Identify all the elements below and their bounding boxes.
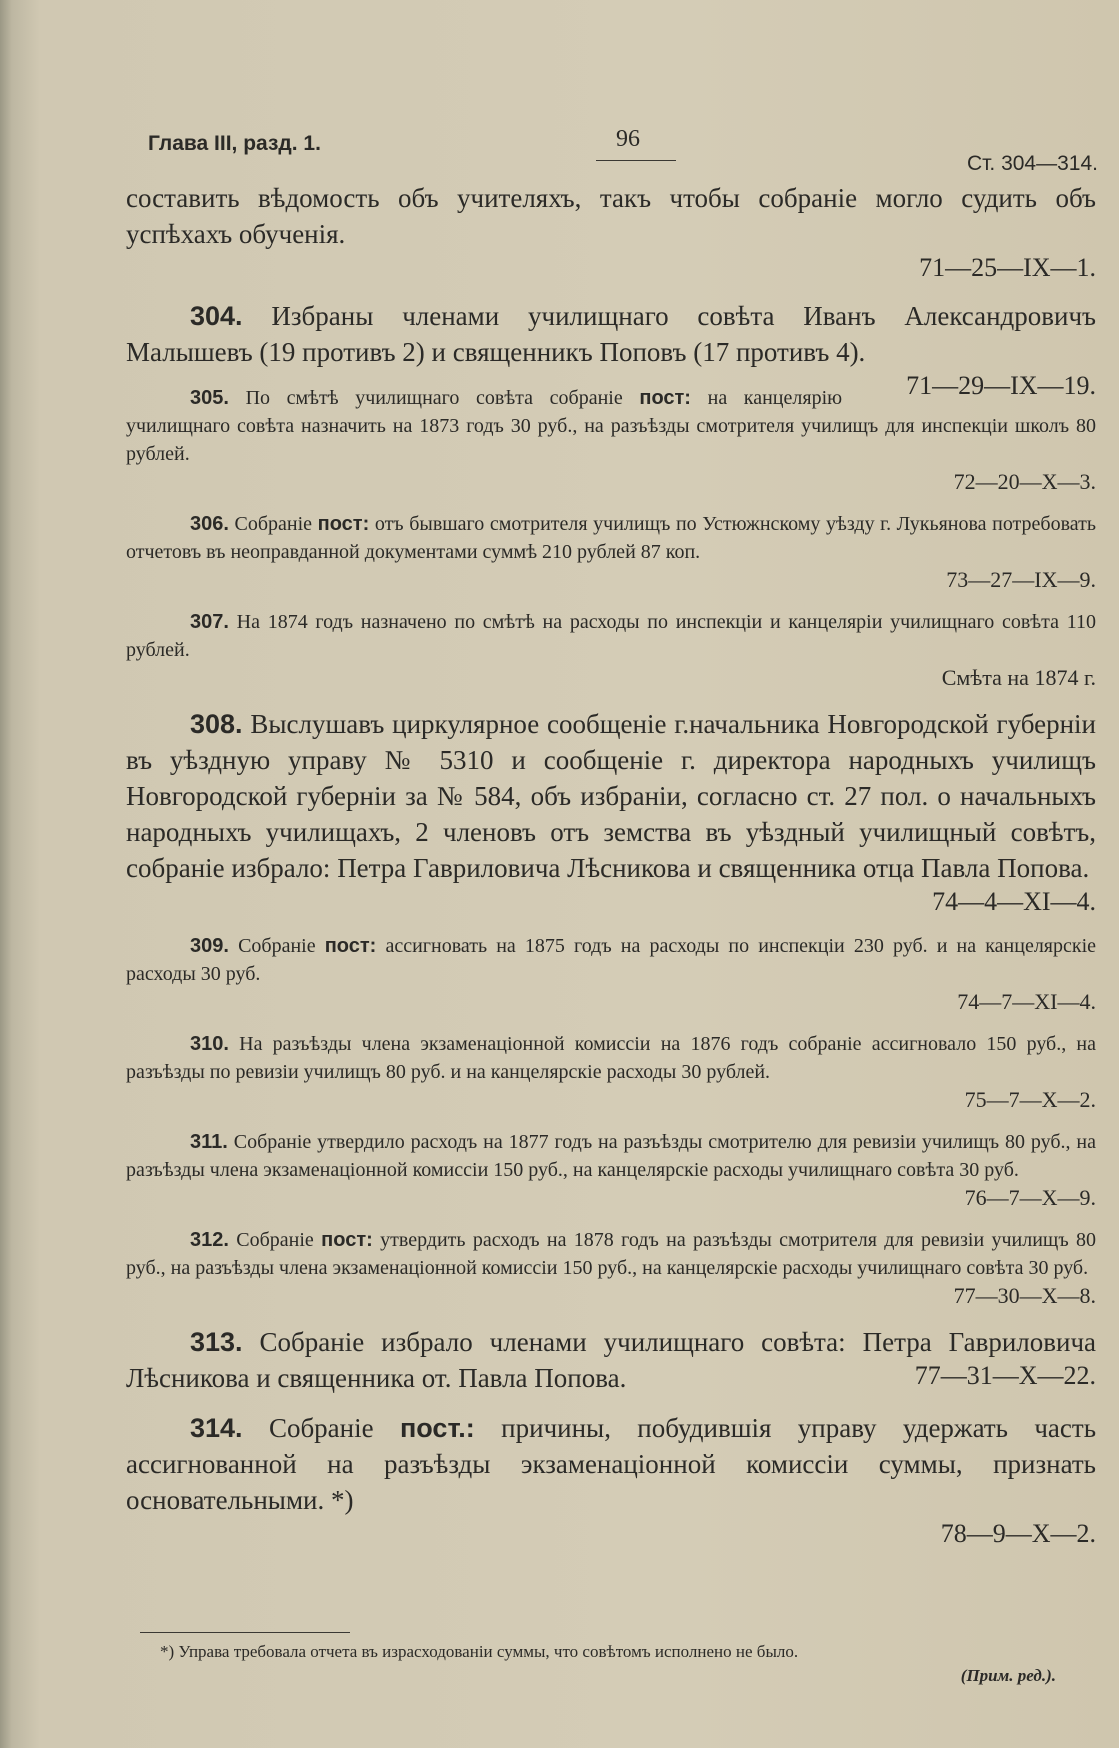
entry-number: 306. <box>190 513 229 535</box>
entry-ref: 71—29—IX—19. <box>906 371 1096 400</box>
entry-body: Собраніе избрало членами училищнаго совѣта: Петра Гавриловича Лѣсникова и священника от. Павла Попова. <box>126 1327 1097 1393</box>
entry-text <box>126 608 1096 664</box>
entry-number: 304. <box>190 301 243 331</box>
entry-pre: Собраніе <box>234 513 313 535</box>
footnote-editor-note: (Прим. ред.). <box>960 1666 1056 1685</box>
page-number: 96 <box>616 126 640 152</box>
footnote-text: *) Управа требовала отчета въ израсходованіи суммы, что совѣтомъ исполнено не было. <box>160 1642 799 1661</box>
page-body <box>126 180 1096 1564</box>
entry-number: 313. <box>190 1327 243 1357</box>
entry-ref: Смѣта на 1874 г. <box>941 665 1096 690</box>
entry-pre: Собраніе <box>238 935 316 957</box>
entry-313 <box>126 1324 1096 1396</box>
page-header <box>148 126 1098 176</box>
header-rule <box>596 160 676 161</box>
entry-body: на канцелярію училищнаго совѣта назначить на 1873 годъ 30 руб., на разъѣзды смотрителя училищъ для инспекціи школъ 80 рублей. <box>126 387 1096 465</box>
entry-body: утвердить расходъ на 1878 годъ на разъѣзды смотрителя для ревизіи училищъ 80 руб., на разъѣзды члена экзаменаціонной комиссіи 150 руб., на канцелярскіе расходы училищнаго совѣта 30 руб. <box>126 1229 1097 1279</box>
entry-keyword: пост: <box>317 513 370 535</box>
entry-number: 309. <box>190 935 229 957</box>
entry-number: 311. <box>190 1131 228 1153</box>
chapter-label: Глава III, разд. 1. <box>148 132 321 155</box>
entry-text <box>126 1226 1096 1282</box>
articles-range: Ст. 304—314. <box>966 152 1098 175</box>
entry-311 <box>126 1128 1096 1212</box>
intro-ref: 71—25—IX—1. <box>919 253 1096 282</box>
entry-ref: 76—7—X—9. <box>964 1185 1096 1210</box>
entry-text <box>126 706 1096 886</box>
entry-number: 307. <box>190 611 229 633</box>
entry-text <box>126 384 1096 468</box>
entry-pre: По смѣтѣ училищнаго совѣта собраніе <box>245 387 623 409</box>
entry-body: На разъѣзды члена экзаменаціонной комиссіи на 1876 годъ собраніе ассигновало 150 руб., на разъѣзды по ревизіи училищъ 80 руб. и на канцелярскіе расходы 30 рублей. <box>126 1033 1097 1083</box>
entry-ref: 74—4—XI—4. <box>932 887 1096 916</box>
entry-text <box>126 1410 1096 1518</box>
entry-pre: Собраніе <box>236 1229 314 1251</box>
entry-number: 314. <box>190 1413 243 1443</box>
entry-306 <box>126 510 1096 594</box>
entry-308 <box>126 706 1096 918</box>
entry-keyword: пост: <box>324 935 377 957</box>
entry-text <box>126 1030 1096 1086</box>
entry-312 <box>126 1226 1096 1310</box>
entry-307 <box>126 608 1096 692</box>
footnote <box>126 1640 1096 1688</box>
entry-keyword: пост.: <box>399 1413 475 1443</box>
entry-310 <box>126 1030 1096 1114</box>
entry-number: 312. <box>190 1229 229 1251</box>
intro-paragraph <box>126 180 1096 284</box>
entry-ref: 72—20—X—3. <box>953 469 1096 494</box>
entry-314 <box>126 1410 1096 1550</box>
entry-ref: 74—7—XI—4. <box>957 989 1096 1014</box>
entry-text <box>126 1324 1096 1396</box>
entry-ref: 78—9—X—2. <box>940 1519 1096 1548</box>
intro-text: составить вѣдомость объ учителяхъ, такъ чтобы собраніе могло судить объ успѣхахъ обученія. <box>126 183 1096 249</box>
entry-body: отъ бывшаго смотрителя училищъ по Устюжнскому уѣзду г. Лукьянова потребовать отчетовъ въ неоправданной документами суммѣ 210 рублей 87 коп. <box>126 513 1096 563</box>
entry-body: Выслушавъ циркулярное сообщеніе г.начальника Новгородской губерніи въ уѣздную управу № 5310 и сообщеніе г. директора народныхъ училищъ Новгородской губерніи за № 584, объ избраніи, согласно ст. 27 пол. о начальныхъ народныхъ училищахъ, 2 членовъ отъ земства въ уѣздный училищный совѣтъ, собраніе избрало: Петра Гавриловича Лѣсникова и священника отца Павла Попова. <box>126 709 1096 883</box>
entry-body: причины, побудившія управу удержать часть ассигнованной на разъѣзды экзаменаціонной комиссіи суммы, признать основательными. *) <box>126 1413 1097 1515</box>
entry-body: ассигновать на 1875 годъ на расходы по инспекціи 230 руб. и на канцелярскіе расходы 30 руб. <box>126 935 1097 985</box>
footnote-rule <box>140 1632 350 1633</box>
entry-body: На 1874 годъ назначено по смѣтѣ на расходы по инспекціи и канцеляріи училищнаго совѣта 110 рублей. <box>126 611 1096 661</box>
entry-body: Собраніе утвердило расходъ на 1877 годъ на разъѣзды смотрителю для ревизіи училищъ 80 руб., на разъѣзды члена экзаменаціонной комиссіи 150 руб., на канцелярскіе расходы училищнаго совѣта 30 руб. <box>126 1131 1097 1181</box>
entry-text <box>126 932 1096 988</box>
entry-ref: 73—27—IX—9. <box>946 567 1096 592</box>
entry-text <box>126 1128 1096 1184</box>
entry-ref: 75—7—X—2. <box>964 1087 1096 1112</box>
entry-text <box>126 510 1096 566</box>
entry-ref: 77—30—X—8. <box>953 1283 1096 1308</box>
entry-body: Избраны членами училищнаго совѣта Иванъ Александровичъ Малышевъ (19 противъ 2) и священникъ Поповъ (17 противъ 4). <box>126 301 1096 367</box>
entry-305 <box>126 384 1096 496</box>
entry-number: 310. <box>190 1033 229 1055</box>
entry-309 <box>126 932 1096 1016</box>
entry-ref: 77—31—X—22. <box>914 1361 1096 1390</box>
entry-pre: Собраніе <box>268 1413 374 1443</box>
entry-keyword: пост: <box>321 1229 373 1251</box>
entry-number: 305. <box>190 387 229 409</box>
entry-keyword: пост: <box>639 387 691 409</box>
entry-number: 308. <box>190 709 243 739</box>
